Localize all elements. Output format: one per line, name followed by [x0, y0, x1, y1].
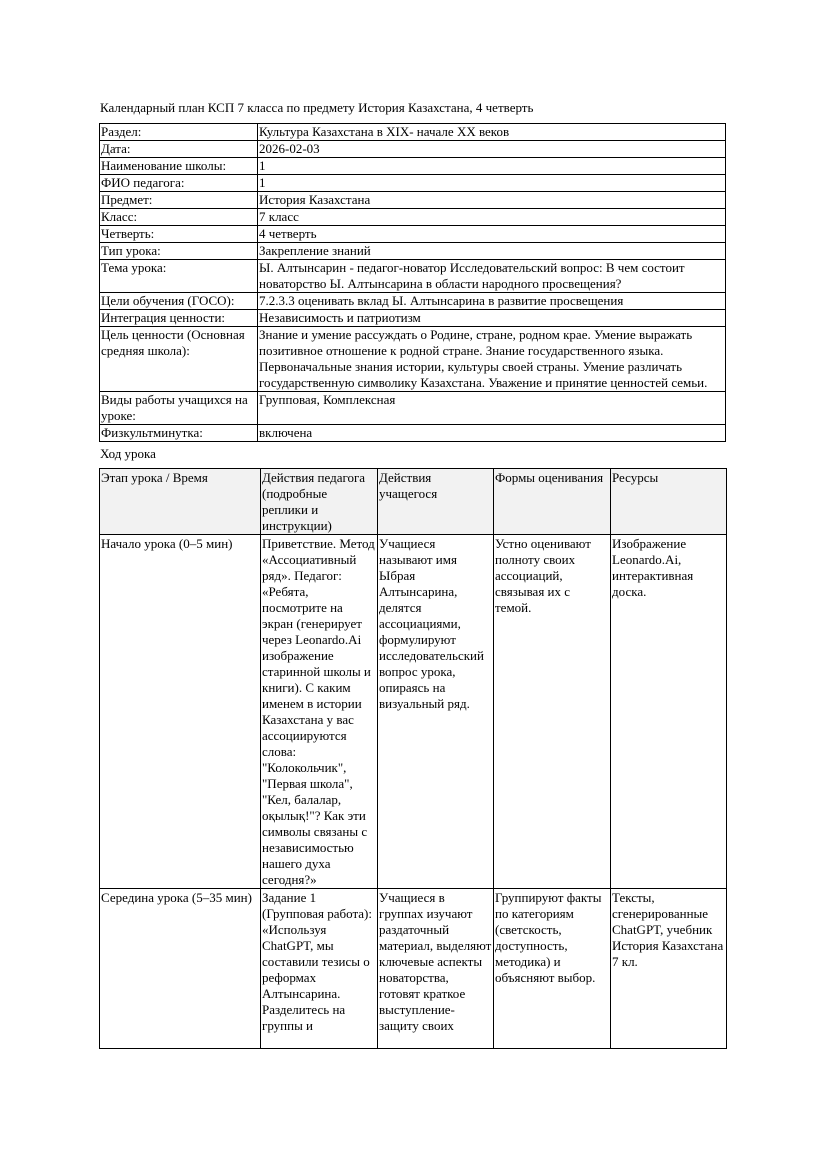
info-row: [100, 192, 726, 209]
info-value: Культура Казахстана в XIX- начале XX веков: [258, 124, 726, 141]
info-label: Предмет:: [100, 192, 258, 209]
info-row: [100, 226, 726, 243]
info-label: Класс:: [100, 209, 258, 226]
info-value: Ы. Алтынсарин - педагог-новатор Исследовательский вопрос: В чем состоит новаторство Ы. Алтынсарина в области народного просвещения?: [258, 260, 726, 293]
info-row: [100, 425, 726, 442]
info-label: Цели обучения (ГОСО):: [100, 293, 258, 310]
info-row: [100, 209, 726, 226]
lesson-cell: Тексты, сгенерированные ChatGPT, учебник История Казахстана 7 кл.: [611, 889, 727, 1049]
info-row: [100, 310, 726, 327]
lesson-progress-table: [99, 468, 727, 1049]
lesson-cell: Учащиеся в группах изучают раздаточный материал, выделяют ключевые аспекты новаторства, готовят краткое выступление-защиту своих: [378, 889, 494, 1049]
info-label: Физкультминутка:: [100, 425, 258, 442]
info-value: 1: [258, 175, 726, 192]
info-value: 1: [258, 158, 726, 175]
info-value: 7.2.3.3 оценивать вклад Ы. Алтынсарина в развитие просвещения: [258, 293, 726, 310]
info-value: История Казахстана: [258, 192, 726, 209]
info-label: ФИО педагога:: [100, 175, 258, 192]
info-label: Четверть:: [100, 226, 258, 243]
info-value: Закрепление знаний: [258, 243, 726, 260]
info-label: Наименование школы:: [100, 158, 258, 175]
info-label: Дата:: [100, 141, 258, 158]
lesson-cell: Приветствие. Метод «Ассоциативный ряд». Педагог: «Ребята, посмотрите на экран (генерирует через Leonardo.Ai изображение старинной школы и книги). С каким именем в истории Казахстана у вас ассоциируются слова: "Колокольчик", "Первая школа", "Кел, балалар, оқылық!"? Как эти символы связаны с независимостью нашего духа сегодня?»: [261, 535, 378, 889]
lesson-row: [100, 889, 727, 1049]
lesson-cell: Группируют факты по категориям (светскость, доступность, методика) и объясняют выбор.: [494, 889, 611, 1049]
info-label: Цель ценности (Основная средняя школа):: [100, 327, 258, 392]
info-value: включена: [258, 425, 726, 442]
info-label: Виды работы учащихся на уроке:: [100, 392, 258, 425]
info-value: 4 четверть: [258, 226, 726, 243]
lesson-info-table: [99, 123, 726, 442]
lesson-cell: Изображение Leonardo.Ai, интерактивная доска.: [611, 535, 727, 889]
info-value: 2026-02-03: [258, 141, 726, 158]
info-row: [100, 141, 726, 158]
lesson-cell: Середина урока (5–35 мин): [100, 889, 261, 1049]
info-value: Знание и умение рассуждать о Родине, стране, родном крае. Умение выражать позитивное отношение к родной стране. Знание государственного языка. Первоначальные знания истории, культуры своей страны. Умение различать государственную символику Казахстана. Уважение и принятие ценностей семьи.: [258, 327, 726, 392]
info-label: Тема урока:: [100, 260, 258, 293]
info-value: Независимость и патриотизм: [258, 310, 726, 327]
info-row: [100, 158, 726, 175]
info-value: Групповая, Комплексная: [258, 392, 726, 425]
info-row: [100, 260, 726, 293]
info-row: [100, 392, 726, 425]
lesson-header-cell: Формы оценивания: [494, 469, 611, 535]
lesson-cell: Задание 1 (Групповая работа): «Используя ChatGPT, мы составили тезисы о реформах Алтынсарина. Разделитесь на группы и: [261, 889, 378, 1049]
info-row: [100, 243, 726, 260]
lesson-header-cell: Ресурсы: [611, 469, 727, 535]
info-label: Раздел:: [100, 124, 258, 141]
lesson-header-row: [100, 469, 727, 535]
info-label: Тип урока:: [100, 243, 258, 260]
lesson-header-cell: Этап урока / Время: [100, 469, 261, 535]
lesson-header-cell: Действия педагога (подробные реплики и инструкции): [261, 469, 378, 535]
info-row: [100, 124, 726, 141]
info-row: [100, 327, 726, 392]
lesson-progress-title: Ход урока: [100, 446, 156, 461]
info-row: [100, 175, 726, 192]
lesson-cell: Начало урока (0–5 мин): [100, 535, 261, 889]
info-label: Интеграция ценности:: [100, 310, 258, 327]
lesson-cell: Учащиеся называют имя Ыбрая Алтынсарина, делятся ассоциациями, формулируют исследовательский вопрос урока, опираясь на визуальный ряд.: [378, 535, 494, 889]
lesson-header-cell: Действия учащегося: [378, 469, 494, 535]
info-value: 7 класс: [258, 209, 726, 226]
lesson-cell: Устно оценивают полноту своих ассоциаций, связывая их с темой.: [494, 535, 611, 889]
lesson-row: [100, 535, 727, 889]
page-title: Календарный план КСП 7 класса по предмету История Казахстана, 4 четверть: [100, 100, 534, 115]
info-row: [100, 293, 726, 310]
